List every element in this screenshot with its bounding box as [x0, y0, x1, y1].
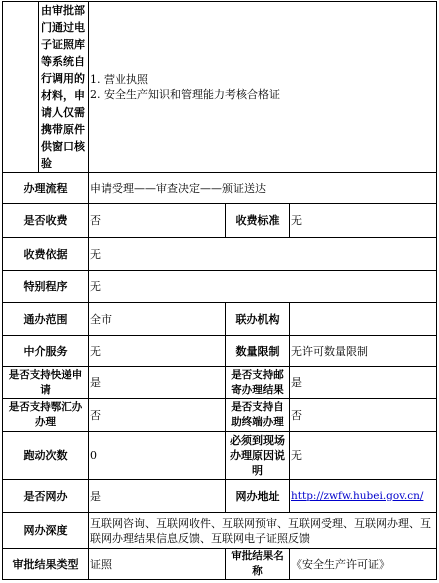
- online-label: 是否网办: [3, 480, 89, 513]
- material-item: 2. 安全生产知识和管理能力考核合格证: [90, 88, 280, 101]
- fee-basis-value: 无: [89, 238, 437, 271]
- agency-row: [3, 336, 437, 367]
- materials-label: [39, 2, 89, 173]
- onsite-reason-label: 必须到现场办理原因说明: [226, 432, 290, 480]
- fee-standard-value: 无: [290, 204, 437, 238]
- onsite-reason-value: 无: [290, 432, 437, 480]
- process-value: 申请受理——审查决定——颁证送达: [89, 173, 437, 204]
- express-label: 是否支持快递申请: [3, 367, 89, 399]
- express-row: [3, 367, 437, 399]
- process-row: [3, 173, 437, 204]
- depth-label: 网办深度: [3, 513, 89, 549]
- materials-row: [3, 2, 437, 173]
- agency-label: 中介服务: [3, 336, 89, 367]
- visits-value: 0: [89, 432, 226, 480]
- express-value: 是: [89, 367, 226, 399]
- special-procedure-value: 无: [89, 271, 437, 303]
- agency-value: 无: [89, 336, 226, 367]
- fee-value: 否: [89, 204, 226, 238]
- scope-label: 通办范围: [3, 303, 89, 336]
- scope-value: 全市: [89, 303, 226, 336]
- result-row: [3, 549, 437, 580]
- depth-value: 互联网咨询、互联网收件、互联网预审、互联网受理、互联网办理、互联网办理结果信息反馈、互联网电子证照反馈: [89, 513, 437, 549]
- fee-basis-label: 收费依据: [3, 238, 89, 271]
- result-name-value: 《安全生产许可证》: [290, 549, 437, 580]
- online-address-label: 网办地址: [226, 480, 290, 513]
- visits-label: 跑动次数: [3, 432, 89, 480]
- depth-row: [3, 513, 437, 549]
- scope-row: [3, 303, 437, 336]
- online-row: [3, 480, 437, 513]
- joint-agency-label: 联办机构: [226, 303, 290, 336]
- visits-row: [3, 432, 437, 480]
- joint-agency-value: [290, 303, 437, 336]
- mail-result-label: 是否支持邮寄办理结果: [226, 367, 290, 399]
- fee-label: 是否收费: [3, 204, 89, 238]
- service-info-table: [2, 1, 437, 580]
- materials-label-text: 由审批部门通过电子证照库等系统自行调用的材料，申请人仅需携带原件供窗口核验: [41, 4, 85, 170]
- mail-result-value: 是: [290, 367, 437, 399]
- self-service-value: 否: [290, 399, 437, 432]
- quantity-limit-value: 无许可数量限制: [290, 336, 437, 367]
- ezhou-row: [3, 399, 437, 432]
- fee-basis-row: [3, 238, 437, 271]
- special-procedure-row: [3, 271, 437, 303]
- online-address-link[interactable]: http://zwfw.hubei.gov.cn/: [291, 490, 424, 502]
- materials-list: [89, 2, 437, 173]
- ezhou-label: 是否支持鄂汇办办理: [3, 399, 89, 432]
- special-procedure-label: 特别程序: [3, 271, 89, 303]
- online-address-cell: [290, 480, 437, 513]
- online-value: 是: [89, 480, 226, 513]
- result-type-label: 审批结果类型: [3, 549, 89, 580]
- self-service-label: 是否支持自助终端办理: [226, 399, 290, 432]
- blank-cell: [3, 2, 39, 173]
- material-item: 1. 营业执照: [90, 73, 148, 86]
- process-label: 办理流程: [3, 173, 89, 204]
- ezhou-value: 否: [89, 399, 226, 432]
- result-type-value: 证照: [89, 549, 226, 580]
- fee-standard-label: 收费标准: [226, 204, 290, 238]
- fee-row: [3, 204, 437, 238]
- result-name-label: 审批结果名称: [226, 549, 290, 580]
- quantity-limit-label: 数量限制: [226, 336, 290, 367]
